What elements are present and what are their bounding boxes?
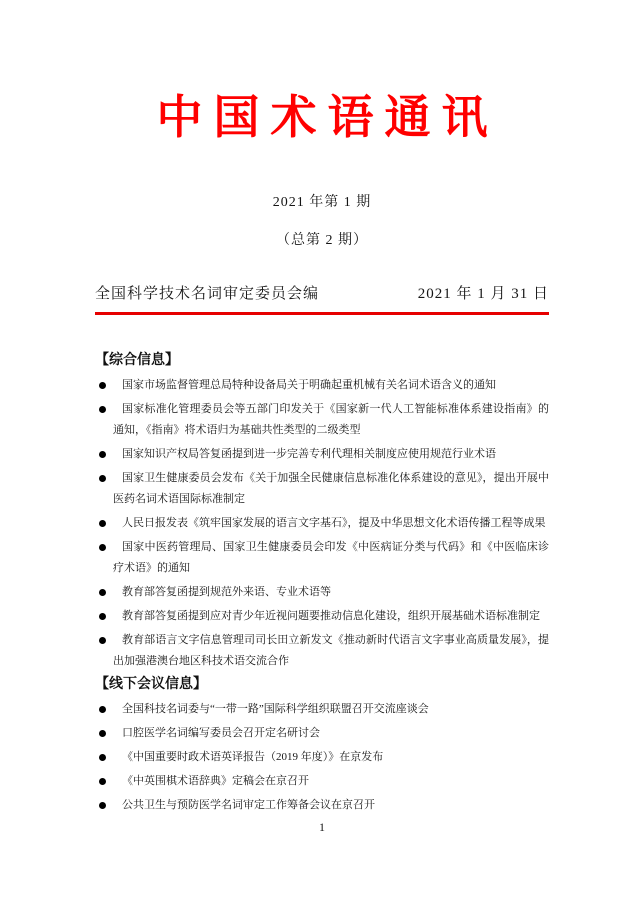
- page-title: 中国术语通讯: [156, 92, 499, 143]
- list-item: [95, 513, 549, 534]
- list-item: [95, 747, 549, 768]
- bullet-icon: [99, 802, 106, 809]
- list-item-text: 人民日报发表《筑牢国家发展的语言文字基石》，提及中华思想文化术语传播工程等成果: [122, 517, 546, 529]
- list-item: [95, 795, 549, 816]
- red-divider: [95, 312, 549, 315]
- bullet-icon: [99, 382, 106, 389]
- list-item-text: 国家标准化管理委员会等五部门印发关于《国家新一代人工智能标准体系建设指南》的通知，《指南》将术语归为基础共性类型的二级类型: [113, 403, 549, 436]
- list-item-text: 《中国重要时政术语英译报告（2019 年度）》在京发布: [122, 751, 384, 763]
- list-item: [95, 537, 549, 579]
- section-heading-offline-meetings: 【线下会议信息】: [95, 675, 207, 691]
- list-item: [95, 375, 549, 396]
- list-item: [95, 399, 549, 441]
- news-list-offline-meetings: [95, 699, 549, 816]
- list-item-text: 口腔医学名词编写委员会召开定名研讨会: [122, 727, 320, 739]
- list-item-text: 全国科技名词委与“一带一路”国际科学组织联盟召开交流座谈会: [122, 703, 429, 715]
- page-content: [95, 351, 549, 835]
- list-item-text: 国家市场监督管理总局特种设备局关于明确起重机械有关名词术语含义的通知: [122, 379, 496, 391]
- list-item: [95, 582, 549, 603]
- bullet-icon: [99, 730, 106, 737]
- volume-line: （总第 2 期）: [276, 233, 368, 248]
- list-item: [95, 444, 549, 465]
- bullet-icon: [99, 778, 106, 785]
- issue-date: 2021 年 1 月 31 日: [417, 286, 549, 302]
- list-item: [95, 606, 549, 627]
- list-item-text: 国家卫生健康委员会发布《关于加强全民健康信息标准化体系建设的意见》，提出开展中医药名词术语国际标准制定: [113, 472, 549, 505]
- editor-credit: 全国科学技术名词审定委员会编: [95, 286, 320, 302]
- page-number: 1: [319, 820, 325, 834]
- issue-line: 2021 年第 1 期: [272, 195, 372, 210]
- bullet-icon: [99, 613, 106, 620]
- masthead: [95, 284, 549, 312]
- bullet-icon: [99, 475, 106, 482]
- list-item: [95, 630, 549, 672]
- list-item: [95, 771, 549, 792]
- bullet-icon: [99, 754, 106, 761]
- list-item-text: 《中英围棋术语辞典》定稿会在京召开: [122, 775, 309, 787]
- bullet-icon: [99, 637, 106, 644]
- section-heading-general-info: 【综合信息】: [95, 351, 179, 367]
- news-list-general-info: [95, 375, 549, 672]
- bullet-icon: [99, 706, 106, 713]
- bullet-icon: [99, 406, 106, 413]
- list-item: [95, 468, 549, 510]
- bullet-icon: [99, 520, 106, 527]
- bullet-icon: [99, 451, 106, 458]
- list-item-text: 国家中医药管理局、国家卫生健康委员会印发《中医病证分类与代码》和《中医临床诊疗术语》的通知: [113, 541, 549, 574]
- bullet-icon: [99, 544, 106, 551]
- list-item-text: 教育部答复函提到规范外来语、专业术语等: [122, 586, 331, 598]
- bullet-icon: [99, 589, 106, 596]
- list-item-text: 教育部答复函提到应对青少年近视问题要推动信息化建设，组织开展基础术语标准制定: [122, 610, 540, 622]
- list-item-text: 公共卫生与预防医学名词审定工作筹备会议在京召开: [122, 799, 375, 811]
- list-item-text: 教育部语言文字信息管理司司长田立新发文《推动新时代语言文字事业高质量发展》，提出加强港澳台地区科技术语交流合作: [113, 634, 549, 667]
- list-item-text: 国家知识产权局答复函提到进一步完善专利代理相关制度应使用规范行业术语: [122, 448, 496, 460]
- list-item: [95, 699, 549, 720]
- list-item: [95, 723, 549, 744]
